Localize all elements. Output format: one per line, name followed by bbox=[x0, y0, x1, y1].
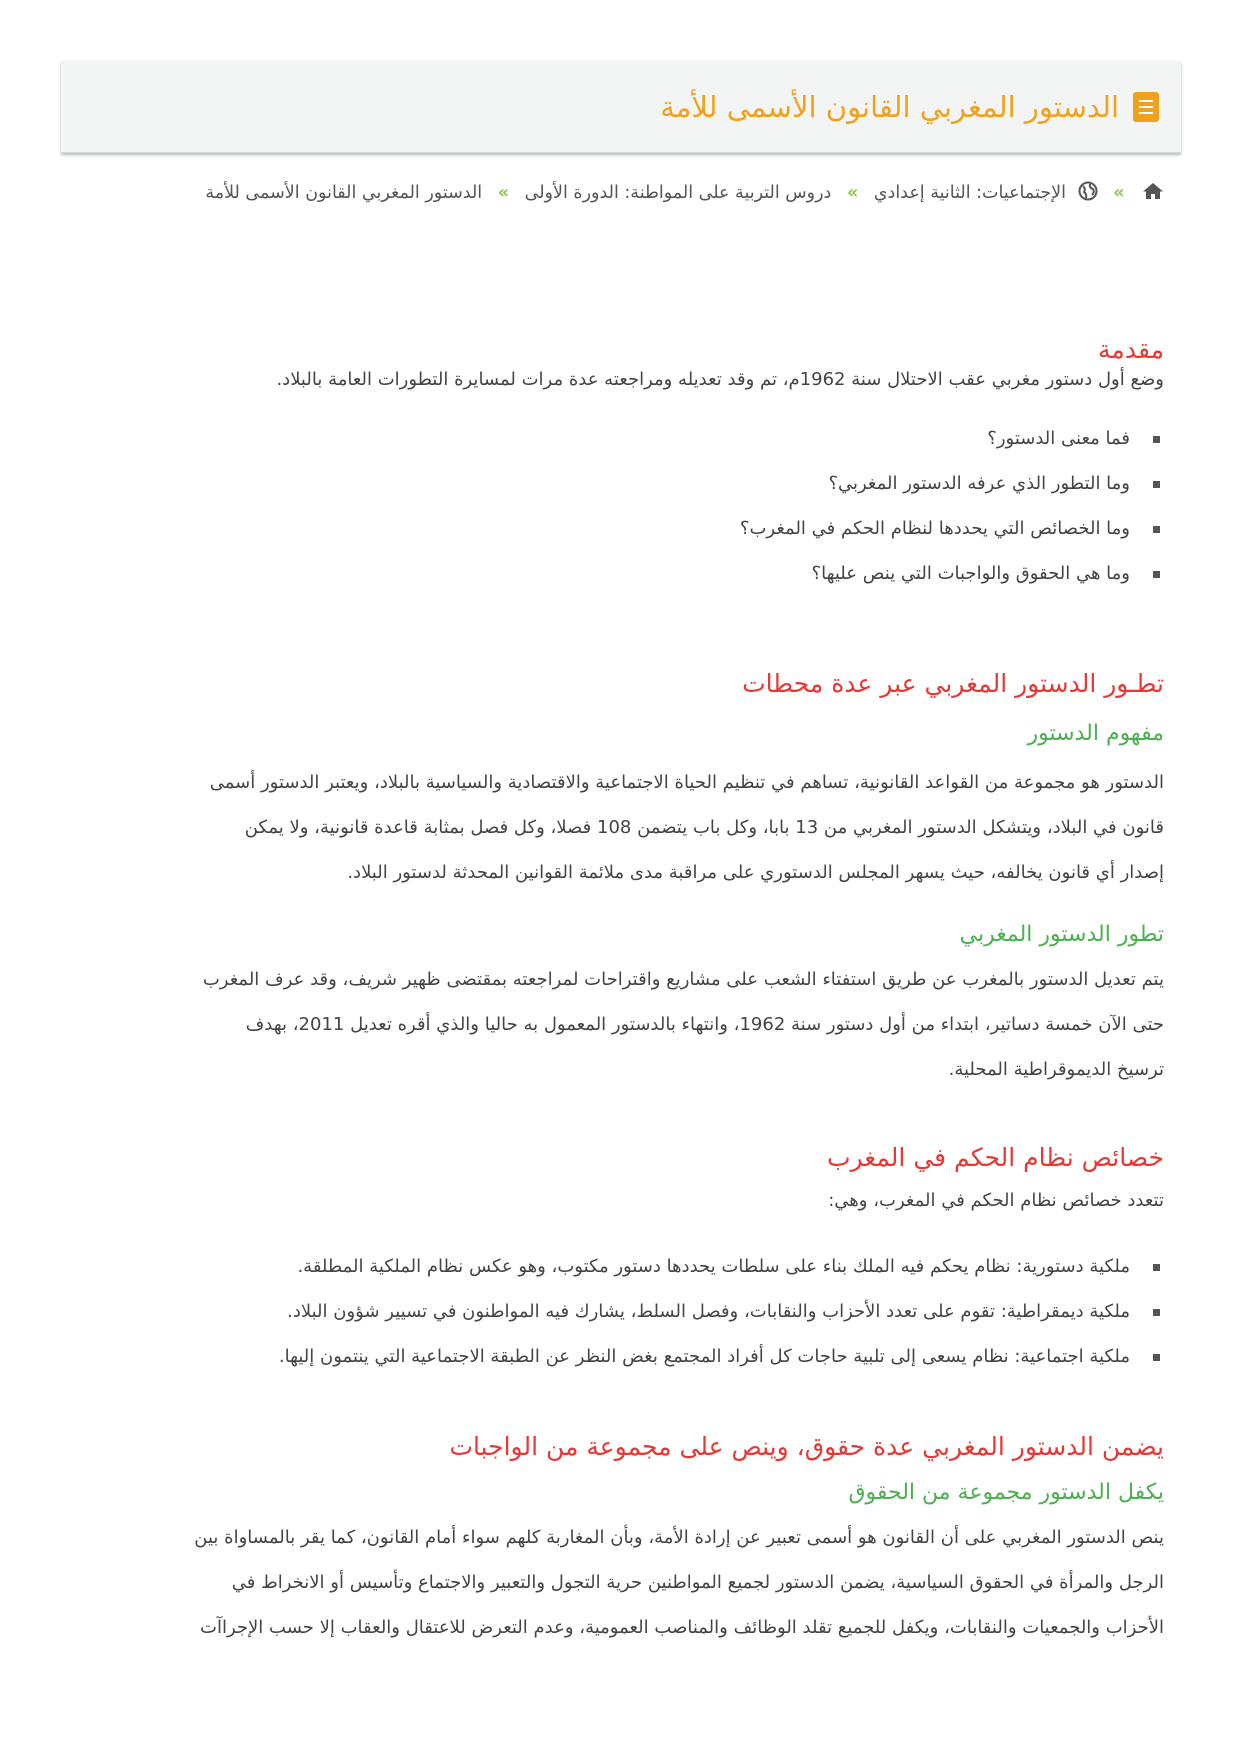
list-item: فما معنى الدستور؟ bbox=[740, 416, 1164, 461]
characteristics-list bbox=[279, 1244, 1164, 1379]
page-title: الدستور المغربي القانون الأسمى للأمة bbox=[660, 89, 1119, 124]
subheading-concept: مفهوم الدستور bbox=[1027, 721, 1164, 746]
breadcrumb-separator: » bbox=[846, 183, 859, 203]
paragraph-line: الرجل والمرأة في الحقوق السياسية، يضمن الدستور لجميع المواطنين حرية التجول والتعبير والاجتماع وتأسيس أو الانخراط في bbox=[231, 1572, 1164, 1593]
paragraph-line: يتم تعديل الدستور بالمغرب عن طريق استفتاء الشعب على مشاريع واقتراحات لمراجعته بمقتضى ظهير شريف، وقد عرف المغرب bbox=[202, 969, 1164, 990]
subheading-rights: يكفل الدستور مجموعة من الحقوق bbox=[848, 1480, 1164, 1505]
globe-icon bbox=[1078, 181, 1098, 201]
list-item: ملكية دستورية: نظام يحكم فيه الملك بناء على سلطات يحددها دستور مكتوب، وهو عكس نظام الملكية المطلقة. bbox=[279, 1244, 1164, 1289]
breadcrumb-current: الدستور المغربي القانون الأسمى للأمة bbox=[205, 183, 483, 203]
paragraph-line: الأحزاب والجمعيات والنقابات، ويكفل للجميع تقلد الوظائف والمناصب العمومية، وعدم التعرض للاعتقال والعقاب إلا حسب الإجراآت bbox=[200, 1617, 1164, 1638]
breadcrumb-separator: » bbox=[497, 183, 510, 203]
list-item: وما الخصائص التي يحددها لنظام الحكم في المغرب؟ bbox=[740, 506, 1164, 551]
intro-questions-list bbox=[740, 416, 1164, 596]
section-heading-evolution: تطـور الدستور المغربي عبر عدة محطات bbox=[742, 669, 1164, 698]
breadcrumb-separator: » bbox=[1113, 183, 1125, 203]
paragraph-line: حتى الآن خمسة دساتير، ابتداء من أول دستور سنة 1962، وانتهاء بالدستور المعمول به حاليا والذي أقره تعديل 2011، بهدف bbox=[245, 1014, 1164, 1035]
section-heading-rights: يضمن الدستور المغربي عدة حقوق، وينص على مجموعة من الواجبات bbox=[449, 1432, 1164, 1461]
subheading-development: تطور الدستور المغربي bbox=[959, 922, 1164, 947]
document-list-icon bbox=[1133, 92, 1159, 122]
home-icon[interactable] bbox=[1142, 182, 1164, 200]
paragraph-line: إصدار أي قانون يخالفه، حيث يسهر المجلس الدستوري على مراقبة مدى ملائمة القوانين المحدثة لدستور البلاد. bbox=[347, 862, 1164, 883]
characteristics-intro: تتعدد خصائص نظام الحكم في المغرب، وهي: bbox=[828, 1190, 1164, 1211]
paragraph-line: قانون في البلاد، ويتشكل الدستور المغربي من 13 بابا، وكل باب يتضمن 108 فصلا، وكل فصل بمثابة قاعدة قانونية، ولا يمكن bbox=[244, 817, 1164, 838]
paragraph-line: ترسيخ الديموقراطية المحلية. bbox=[948, 1059, 1164, 1080]
intro-paragraph: وضع أول دستور مغربي عقب الاحتلال سنة 1962م، تم وقد تعديله ومراجعته عدة مرات لمسايرة التطورات العامة بالبلاد. bbox=[276, 369, 1164, 390]
list-item: وما هي الحقوق والواجبات التي ينص عليها؟ bbox=[740, 551, 1164, 596]
paragraph-line: ينص الدستور المغربي على أن القانون هو أسمى تعبير عن إرادة الأمة، وبأن المغاربة كلهم سواء أمام القانون، كما يقر بالمساواة بين bbox=[194, 1527, 1164, 1548]
list-item: ملكية ديمقراطية: تقوم على تعدد الأحزاب والنقابات، وفصل السلط، يشارك فيه المواطنون في تسيير شؤون البلاد. bbox=[279, 1289, 1164, 1334]
title-card bbox=[61, 61, 1181, 153]
list-item: ملكية اجتماعية: نظام يسعى إلى تلبية حاجات كل أفراد المجتمع بغض النظر عن الطبقة الاجتماعية التي ينتمون إليها. bbox=[279, 1334, 1164, 1379]
breadcrumb-link-subject[interactable]: الإجتماعيات: الثانية إعدادي bbox=[873, 183, 1066, 203]
intro-heading: مقدمة bbox=[1098, 335, 1164, 364]
section-heading-characteristics: خصائص نظام الحكم في المغرب bbox=[826, 1143, 1164, 1172]
breadcrumb bbox=[154, 172, 1164, 214]
paragraph-line: الدستور هو مجموعة من القواعد القانونية، تساهم في تنظيم الحياة الاجتماعية والاقتصادية والسياسية بالبلاد، ويعتبر الدستور أسمى bbox=[209, 772, 1164, 793]
breadcrumb-link-lessons[interactable]: دروس التربية على المواطنة: الدورة الأولى bbox=[524, 183, 832, 203]
list-item: وما التطور الذي عرفه الدستور المغربي؟ bbox=[740, 461, 1164, 506]
